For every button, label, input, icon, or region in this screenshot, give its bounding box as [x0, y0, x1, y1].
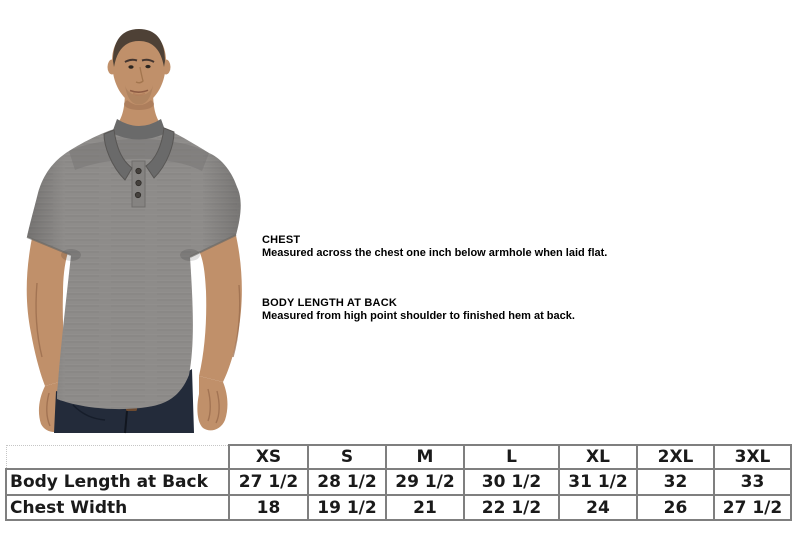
model-right-hand: [197, 376, 227, 430]
body-length-xl: 31 1/2: [559, 469, 637, 495]
size-header-2xl: 2XL: [637, 445, 714, 469]
model-right-arm: [199, 231, 242, 382]
body-length-note-description: Measured from high point shoulder to finished hem at back.: [262, 310, 575, 322]
size-header-row: [6, 445, 791, 469]
model-photo: [13, 3, 265, 434]
body-length-3xl: 33: [714, 469, 791, 495]
shirt-button-2: [136, 180, 141, 185]
chest-width-s: 19 1/2: [308, 495, 386, 520]
chest-width-2xl: 26: [637, 495, 714, 520]
size-header-3xl: 3XL: [714, 445, 791, 469]
shirt-button-1: [136, 168, 141, 173]
chest-width-m: 21: [386, 495, 464, 520]
chest-width-xs: 18: [229, 495, 308, 520]
size-header-xs: XS: [229, 445, 308, 469]
size-header-m: M: [386, 445, 464, 469]
chest-note-title: CHEST: [262, 234, 301, 246]
chest-note-description: Measured across the chest one inch below armhole when laid flat.: [262, 247, 608, 259]
body-length-l: 30 1/2: [464, 469, 559, 495]
size-header-s: S: [308, 445, 386, 469]
model-head: [108, 29, 171, 105]
body-length-m: 29 1/2: [386, 469, 464, 495]
body-length-2xl: 32: [637, 469, 714, 495]
body-length-s: 28 1/2: [308, 469, 386, 495]
body-length-row: [6, 469, 791, 495]
model-photo-svg: [13, 3, 265, 434]
size-table-corner-cell: [6, 445, 229, 469]
right-eye: [145, 65, 150, 68]
chest-width-3xl: 27 1/2: [714, 495, 791, 520]
chest-width-row: [6, 495, 791, 520]
size-table-section: [5, 444, 792, 521]
body-length-note: [262, 297, 772, 323]
chest-width-row-label: Chest Width: [6, 495, 229, 520]
body-length-note-title: BODY LENGTH AT BACK: [262, 297, 397, 309]
chest-width-l: 22 1/2: [464, 495, 559, 520]
size-table: [5, 444, 792, 521]
body-length-xs: 27 1/2: [229, 469, 308, 495]
chest-note: [262, 234, 772, 260]
size-header-l: L: [464, 445, 559, 469]
left-eye: [128, 65, 133, 68]
measurement-notes: [262, 234, 772, 323]
size-header-xl: XL: [559, 445, 637, 469]
shirt-button-3: [135, 192, 140, 197]
chest-width-xl: 24: [559, 495, 637, 520]
right-armpit-shadow: [180, 249, 200, 261]
body-length-row-label: Body Length at Back: [6, 469, 229, 495]
